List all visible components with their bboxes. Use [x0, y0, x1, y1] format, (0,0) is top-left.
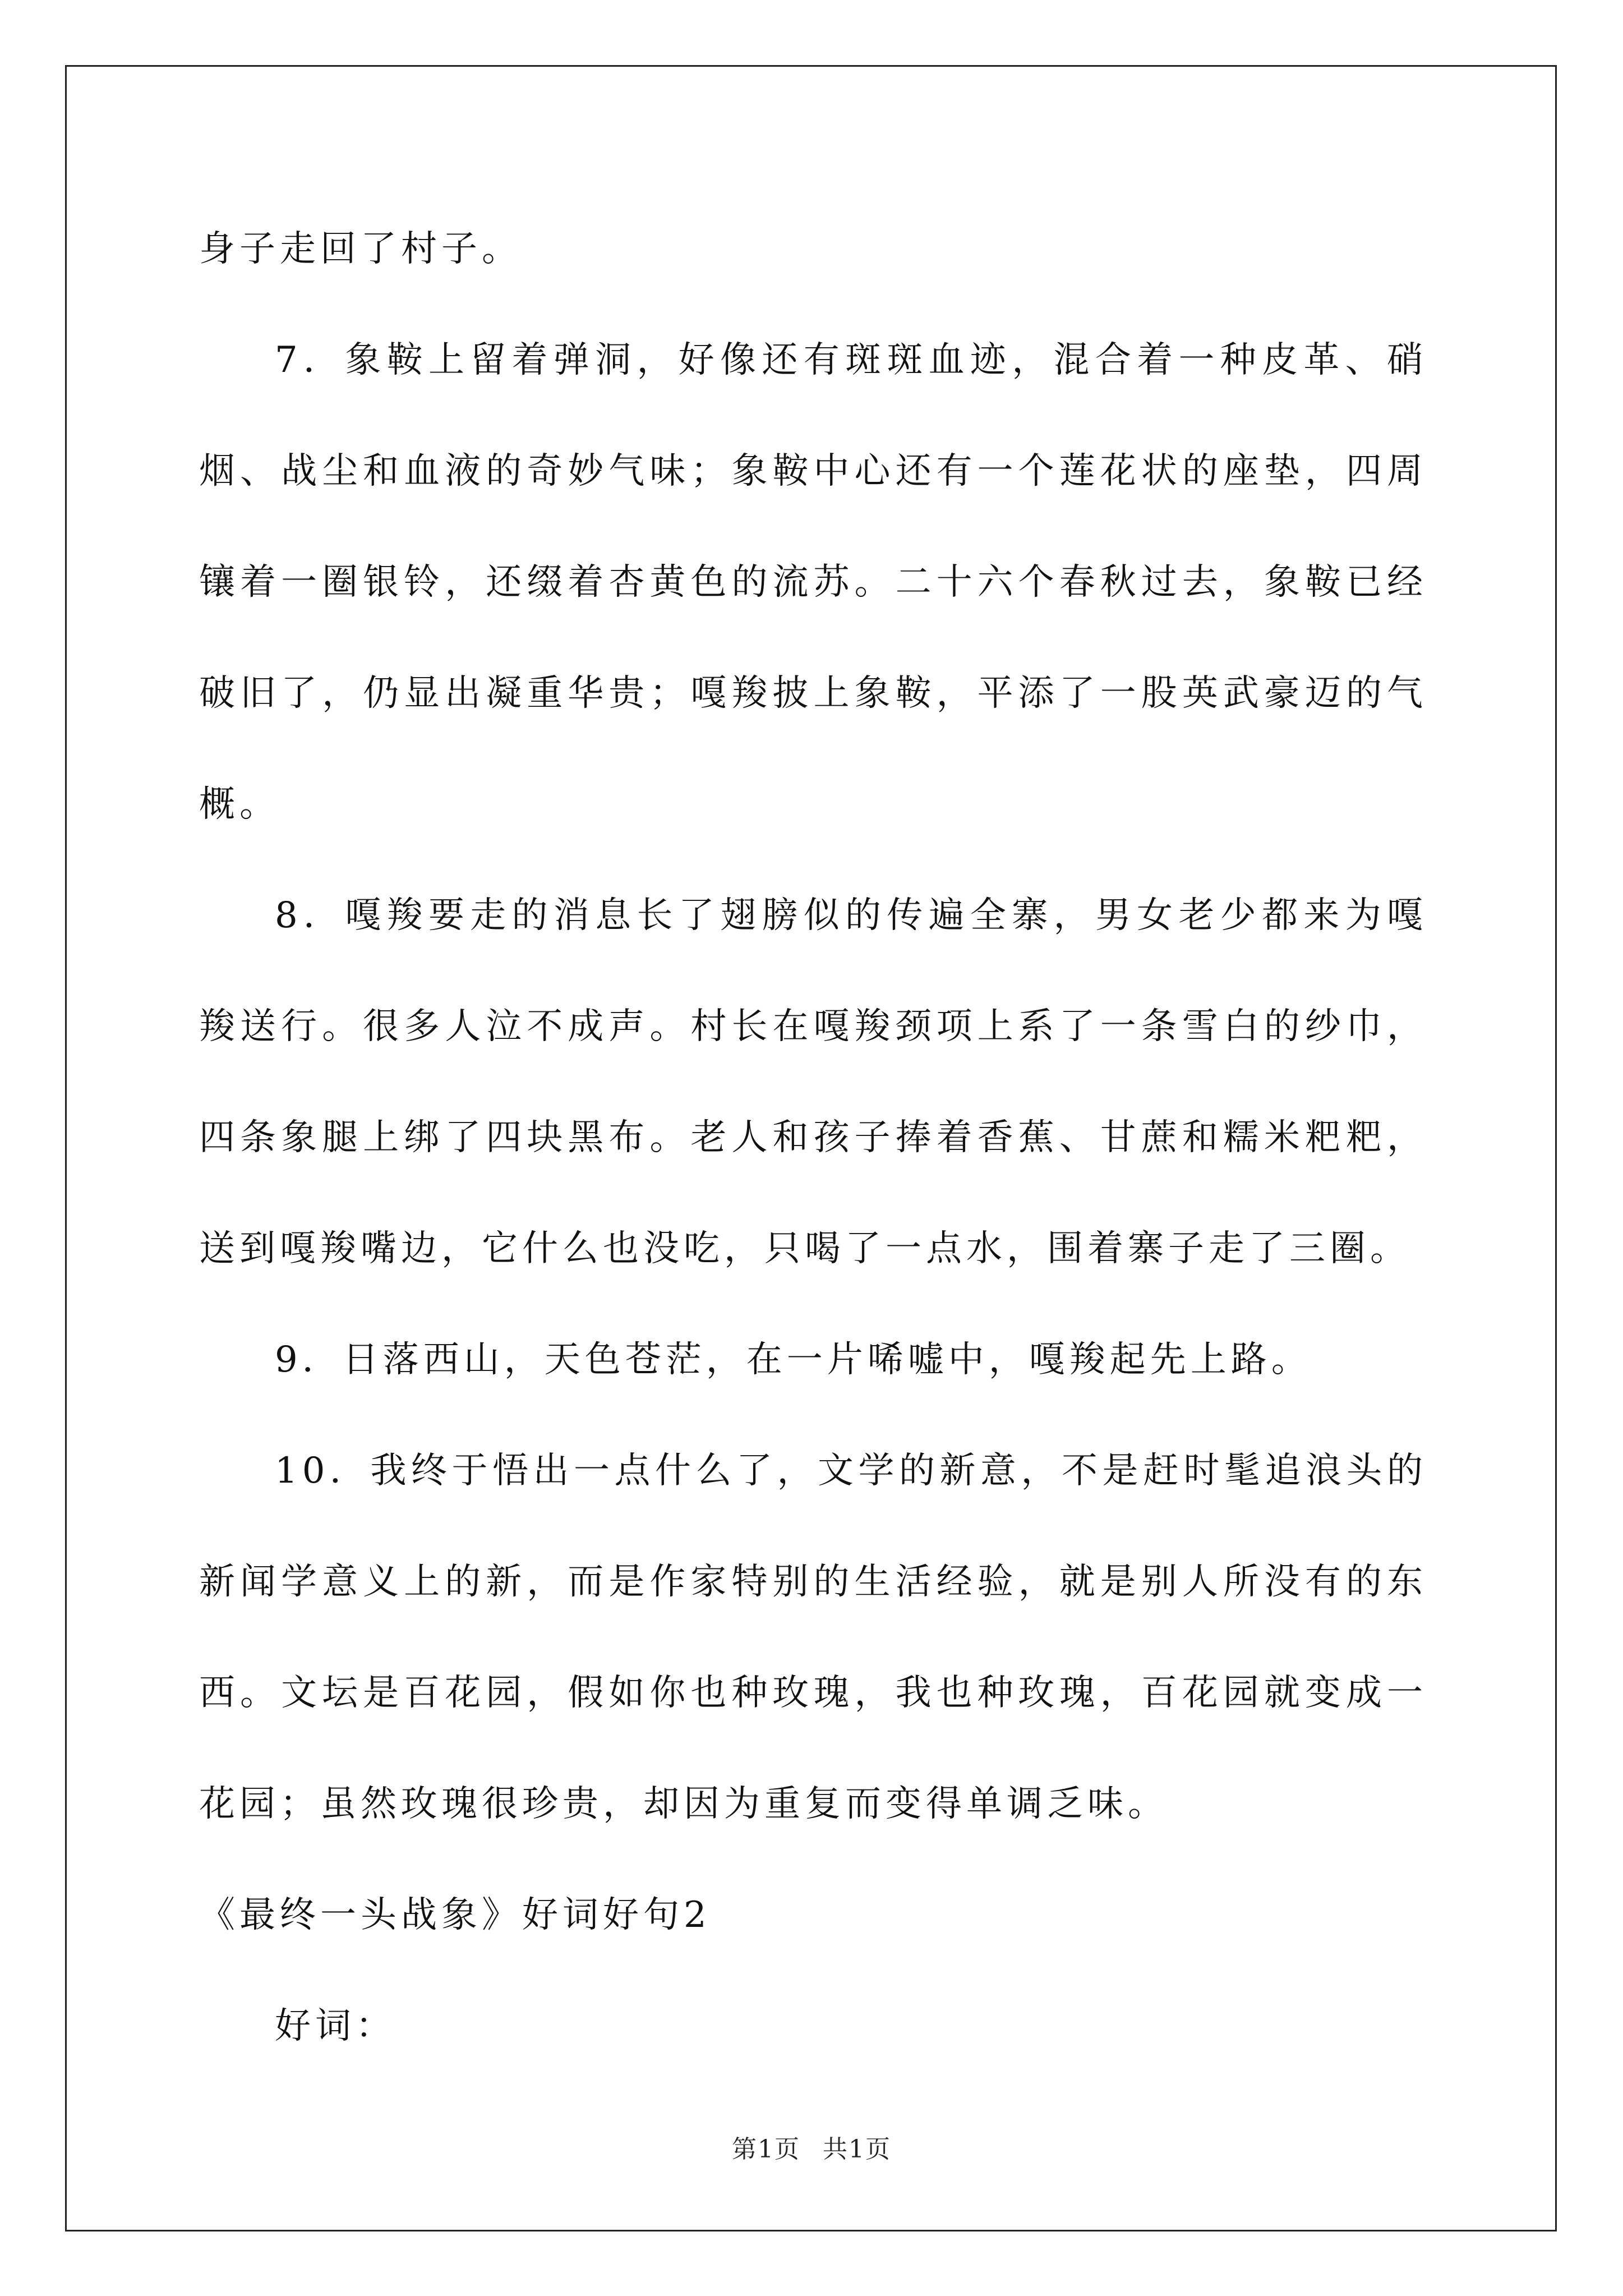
paragraph-continuation: 身子走回了村子。 [199, 228, 522, 270]
paragraph-item-8: 8．嘎羧要走的消息长了翅膀似的传遍全寨，男女老少都来为嘎羧送行。很多人泣不成声。村长在嘎羧颈项上系了一条雪白的纱巾，四条象腿上绑了四块黑布。老人和孩子捧着香蕉、甘蔗和糯米粑粑，送到嘎羧嘴边，它什么也没吃，只喝了一点水，围着寨子走了三圈。 [199, 895, 1427, 1269]
paragraph-item-7: 7．象鞍上留着弹洞，好像还有斑斑血迹，混合着一种皮革、硝烟、战尘和血液的奇妙气味；象鞍中心还有一个莲花状的座垫，四周镶着一圈银铃，还缀着杏黄色的流苏。二十六个春秋过去，象鞍已经破旧了，仍显出凝重华贵；嘎羧披上象鞍，平添了一股英武豪迈的气概。 [199, 339, 1427, 825]
subheading-good-words: 好词： [275, 2005, 396, 2047]
paragraph-item-9: 9．日落西山，天色苍茫，在一片唏嘘中，嘎羧起先上路。 [275, 1339, 1312, 1381]
page-total: 共1页 [823, 2135, 891, 2164]
page-number: 第1页 [732, 2135, 800, 2164]
section-heading: 《最终一头战象》好词好句2 [199, 1894, 711, 1936]
document-body [199, 194, 1427, 2082]
page-footer [0, 2129, 1623, 2165]
paragraph-item-10: 10．我终于悟出一点什么了，文学的新意，不是赶时髦追浪头的新闻学意义上的新，而是作家特别的生活经验，就是别人所没有的东西。文坛是百花园，假如你也种玫瑰，我也种玫瑰，百花园就变成一花园；虽然玫瑰很珍贵，却因为重复而变得单调乏味。 [199, 1450, 1427, 1825]
